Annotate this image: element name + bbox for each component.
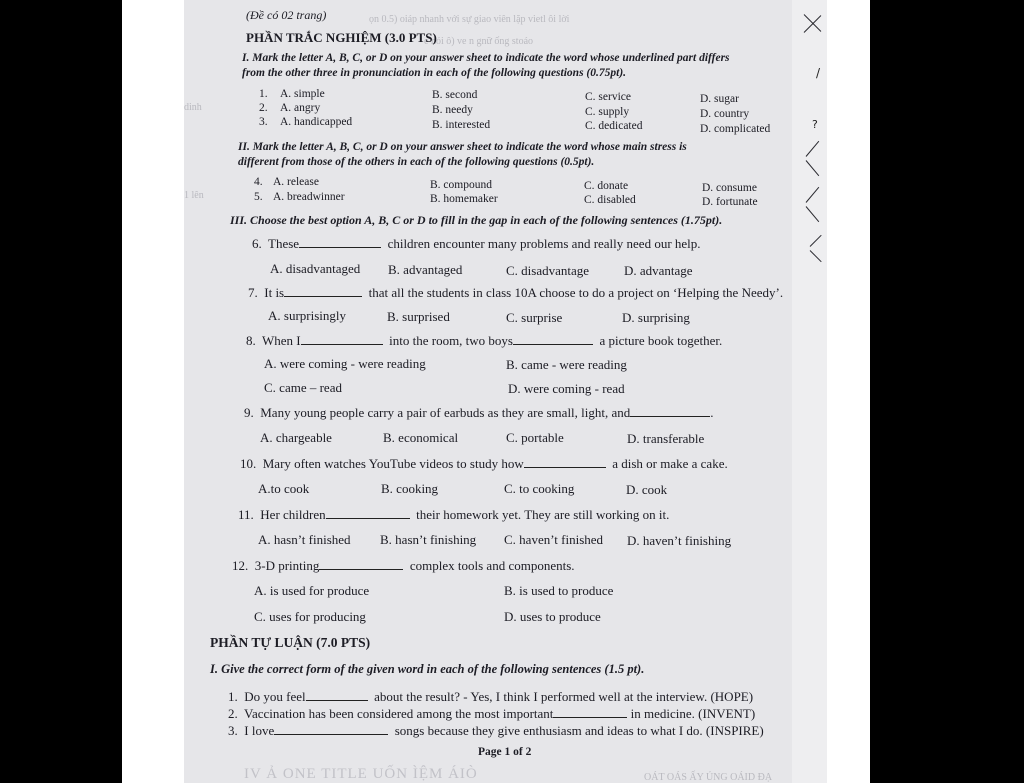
option-a: A. disadvantaged (270, 261, 361, 276)
option-a: A. simple (280, 88, 325, 100)
option-c: C. supply (585, 106, 630, 118)
edge-mark (810, 250, 822, 262)
answer-blank (299, 236, 381, 248)
question-7-stem: 7. It is that all the students in class 10A choose to do a project on ‘Helping the Needy’. (248, 285, 784, 300)
option-d: D. advantage (624, 263, 693, 278)
edge-mark: / (816, 66, 821, 80)
answer-blank (630, 405, 710, 417)
option-a: A.to cook (258, 481, 310, 496)
option-b: B. needy (432, 104, 473, 116)
section3-instruction: III. Choose the best option A, B, C or D to fill in the gap in each of the following sentences (1.75pt). (230, 213, 723, 227)
option-d: D. uses to produce (504, 609, 601, 624)
option-d: D. transferable (627, 431, 705, 446)
exam-paper-photo (184, 0, 827, 783)
section-title-essay: PHẦN TỰ LUẬN (7.0 PTS) (210, 635, 371, 650)
option-d: D. haven’t finishing (627, 533, 732, 548)
edge-mark (806, 141, 820, 157)
option-c: C. came – read (264, 380, 342, 395)
option-c: C. surprise (506, 310, 563, 325)
essay-item-2: 2. Vaccination has been considered among the most important in medicine. (INVENT) (228, 706, 756, 721)
question-number: 4. (254, 176, 263, 188)
answer-blank (553, 706, 627, 718)
essay-instruction: I. Give the correct form of the given word in each of the following sentences (1.5 pt). (210, 662, 645, 676)
question-number: 3. (259, 116, 268, 128)
option-d: D. country (700, 108, 750, 120)
option-a: A. is used for produce (254, 583, 370, 598)
option-b: B. homemaker (430, 193, 498, 205)
section-title-multiple-choice: PHẦN TRẮC NGHIỆM (3.0 PTS) (246, 30, 437, 45)
option-d: D. were coming - read (508, 381, 625, 396)
answer-blank (326, 507, 410, 519)
option-b: B. is used to produce (504, 583, 614, 598)
question-11-stem: 11. Her children their homework yet. They are still working on it. (238, 507, 670, 522)
answer-blank (319, 558, 403, 570)
option-d: D. consume (702, 182, 757, 194)
option-b: B. came - were reading (506, 357, 627, 372)
bleed-through-text: ọn 0.5) oiáp nhanh với sự giao viên lặp vietl ôi lời (369, 14, 570, 25)
option-b: B. surprised (387, 309, 450, 324)
option-b: B. advantaged (388, 262, 463, 277)
edge-mark (810, 235, 822, 247)
bleed-through-text: OÁT OÁS ẤY ỦNG OÁID ĐẠ (644, 772, 773, 783)
bleed-through-text: IV Ả ONE TITLE UỐN ÌỆM ÁIÒ (244, 766, 478, 782)
option-c: C. disadvantage (506, 263, 590, 278)
answer-blank (301, 333, 383, 345)
section1-instruction-line1: I. Mark the letter A, B, C, or D on your answer sheet to indicate the word whose underlined part differs (242, 52, 730, 64)
option-a: A. angry (280, 102, 321, 114)
option-c: C. portable (506, 430, 564, 445)
option-a: A. were coming - were reading (264, 356, 426, 371)
option-a: A. chargeable (260, 430, 332, 445)
question-6-stem: 6. These children encounter many problems and really need our help. (252, 236, 701, 251)
section2-instruction-line1: II. Mark the letter A, B, C, or D on your answer sheet to indicate the word whose main stress is (238, 141, 687, 153)
option-c: C. to cooking (504, 481, 575, 496)
section1-instruction-line2: from the other three in pronunciation in each of the following questions (0.75pt). (242, 67, 627, 79)
question-12-stem: 12. 3-D printing complex tools and components. (232, 558, 575, 573)
bleed-through-text: e nói ô) ve n gnữ ống stoáo (424, 36, 534, 47)
answer-blank (513, 333, 593, 345)
option-a: A. breadwinner (273, 191, 345, 203)
option-c: C. uses for producing (254, 609, 366, 624)
question-10-stem: 10. Mary often watches YouTube videos to study how a dish or make a cake. (240, 456, 728, 471)
option-c: C. service (585, 91, 631, 103)
answer-blank (524, 456, 606, 468)
option-a: A. release (273, 176, 319, 188)
option-a: A. handicapped (280, 116, 353, 128)
answer-blank (306, 689, 368, 701)
adjacent-sheet-edge (792, 0, 827, 783)
question-8-stem: 8. When I into the room, two boys a picture book together. (246, 333, 723, 348)
option-b: B. second (432, 89, 478, 101)
option-a: A. hasn’t finished (258, 532, 351, 547)
option-d: D. fortunate (702, 196, 758, 208)
page-number: Page 1 of 2 (478, 746, 532, 758)
option-d: D. sugar (700, 93, 739, 105)
answer-blank (274, 723, 388, 735)
option-b: B. cooking (381, 481, 439, 496)
option-b: B. interested (432, 119, 491, 131)
bleed-through-text: 1 lên (184, 190, 204, 201)
section2-instruction-line2: different from those of the others in each of the following questions (0.5pt). (238, 156, 595, 168)
edge-mark: ? (812, 118, 818, 131)
option-d: D. cook (626, 482, 668, 497)
option-b: B. hasn’t finishing (380, 532, 477, 547)
option-b: B. compound (430, 179, 492, 191)
option-d: D. surprising (622, 310, 690, 325)
question-number: 5. (254, 191, 263, 203)
question-9-stem: 9. Many young people carry a pair of earbuds as they are small, light, and . (244, 405, 714, 420)
option-d: D. complicated (700, 123, 771, 135)
edge-mark (806, 187, 820, 203)
question-number: 2. (259, 102, 268, 114)
edge-mark (806, 160, 820, 176)
essay-item-3: 3. I love songs because they give enthusiasm and ideas to what I do. (INSPIRE) (228, 723, 764, 738)
option-a: A. surprisingly (268, 308, 346, 323)
option-c: C. dedicated (585, 120, 643, 132)
question-number: 1. (259, 88, 268, 100)
option-b: B. economical (383, 430, 459, 445)
bleed-through-text: dinh (184, 102, 202, 113)
option-c: C. disabled (584, 194, 636, 206)
page-count-note: (Đề có 02 trang) (246, 8, 327, 22)
edge-mark (806, 206, 820, 222)
essay-item-1: 1. Do you feel about the result? - Yes, I think I performed well at the interview. (HOPE) (228, 689, 754, 704)
option-c: C. donate (584, 180, 629, 192)
answer-blank (284, 285, 362, 297)
option-c: C. haven’t finished (504, 532, 604, 547)
